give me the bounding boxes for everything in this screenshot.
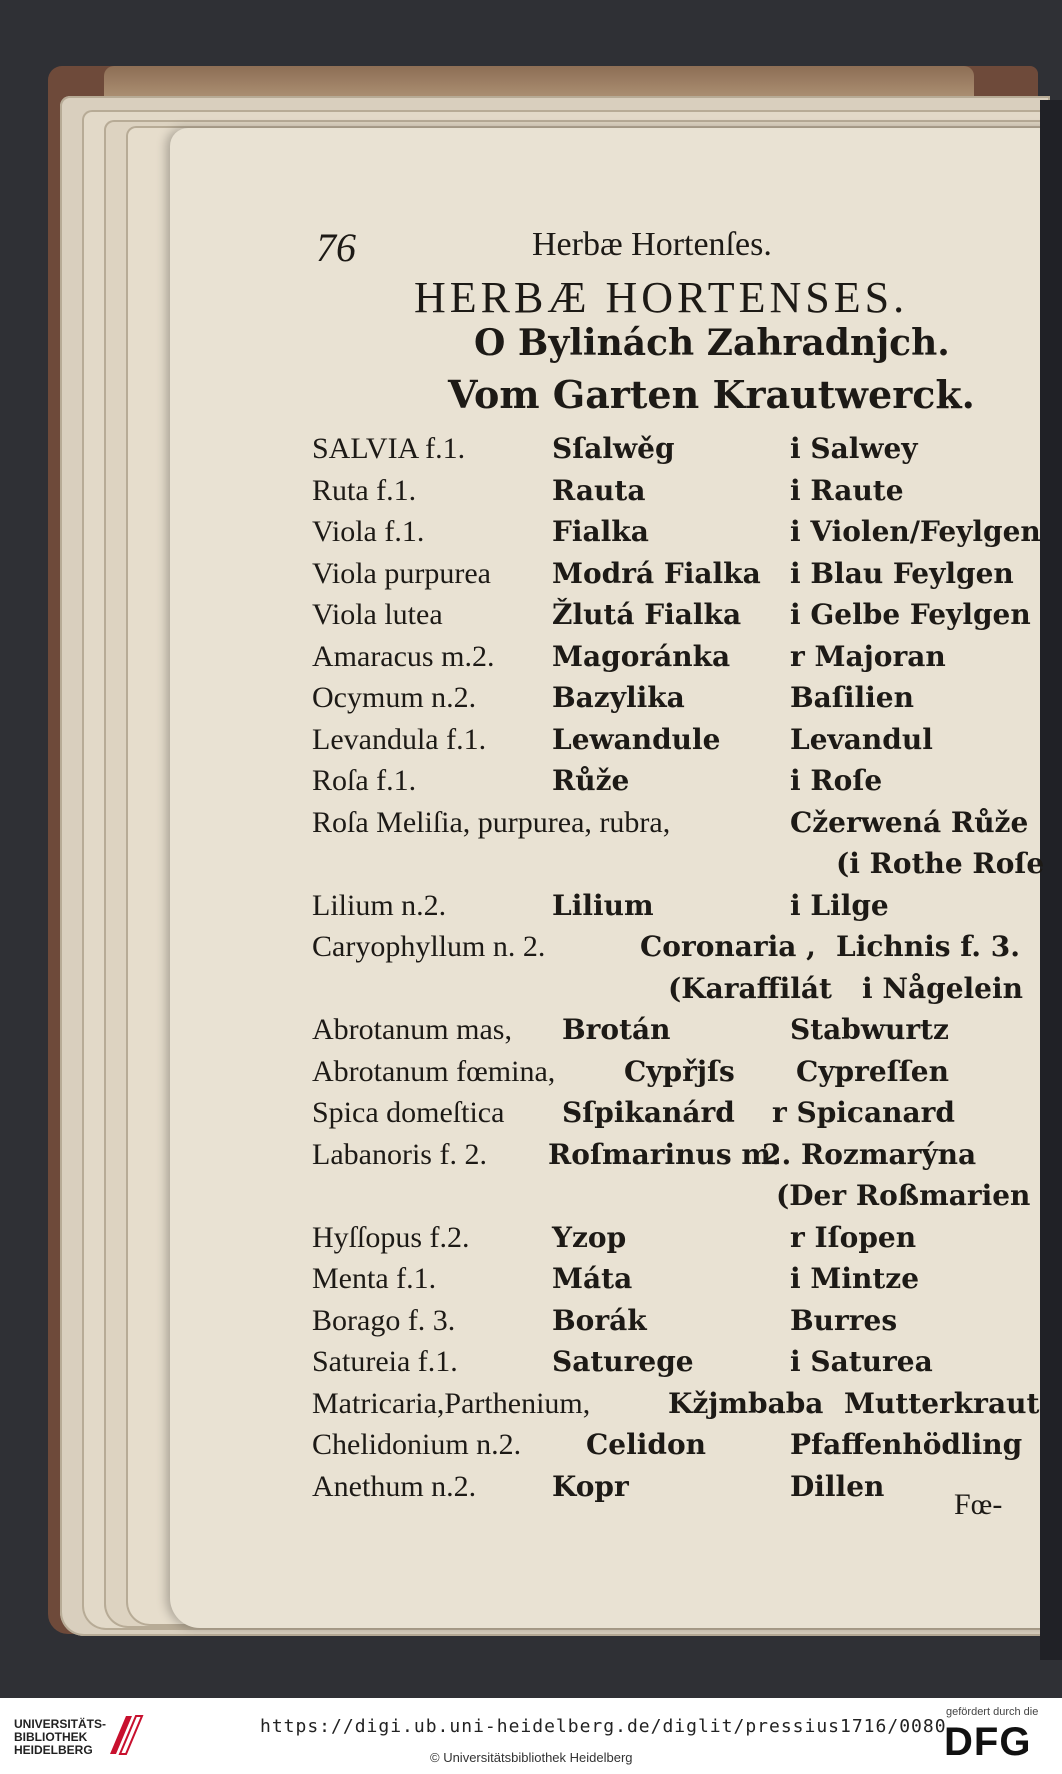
library-name: UNIVERSITÄTS- BIBLIOTHEK HEIDELBERG <box>14 1717 107 1757</box>
entry-czech: Rauta <box>552 473 646 507</box>
catchword: Fœ- <box>954 1488 1003 1521</box>
entry-czech: Sſalwěg <box>552 432 675 465</box>
title-german: Vom Garten Krautwerck. <box>448 372 975 417</box>
entry-german: r Majoran <box>790 639 946 673</box>
entry-czech: Borák <box>552 1303 647 1337</box>
copyright-text: © Universitätsbibliothek Heidelberg <box>430 1750 633 1765</box>
funded-by-label: gefördert durch die <box>946 1706 1039 1718</box>
entry-german: i Någelein <box>862 971 1023 1005</box>
entry-czech: Růže <box>552 764 630 797</box>
entry-german: Baſilien <box>790 681 914 714</box>
entry-german: i Saturea <box>790 1345 933 1378</box>
entry-german: i Roſe <box>790 764 883 797</box>
entry-czech: Lewandule <box>552 722 721 756</box>
entry-czech: Kopr <box>552 1469 629 1503</box>
entry-czech: (Karaffilát <box>668 971 832 1005</box>
entry-german: r Spicanard <box>772 1096 955 1129</box>
title-latin: HERBÆ HORTENSES. <box>414 273 909 322</box>
entry-german: Pfaffenhödling <box>790 1428 1023 1461</box>
entry-czech: Modrá Fialka <box>552 556 761 590</box>
entry-latin: Menta f.1. <box>312 1262 437 1295</box>
entry-latin: Lilium n.2. <box>312 888 447 922</box>
entry-latin: Levandula f.1. <box>312 722 487 756</box>
entry-latin: Abrotanum fœmina, <box>312 1054 556 1088</box>
page-number: 76 <box>316 225 356 270</box>
entry-german: Cypreſſen <box>796 1054 949 1088</box>
entry-czech: Cypřjſs <box>624 1054 735 1088</box>
entry-german: 2. Rozmarýna <box>762 1137 977 1171</box>
dfg-logo: DFG <box>944 1720 1032 1764</box>
entry-latin: Caryophyllum n. 2. <box>312 930 546 963</box>
entry-german: i Gelbe Feylgen <box>790 598 1031 631</box>
entry-latin: Abrotanum mas, <box>312 1013 512 1046</box>
entry-german: (Der Roßmarien <box>776 1179 1031 1212</box>
entry-czech: Kžjmbaba <box>668 1386 824 1420</box>
entry-latin: Chelidonium n.2. <box>312 1428 522 1461</box>
entry-german: i Lilge <box>790 888 889 922</box>
entry-german: i Blau Feylgen <box>790 556 1014 590</box>
entry-german: Lichnis f. 3. <box>836 930 1021 963</box>
entry-czech: Žlutá Fialka <box>552 598 742 631</box>
entry-latin: Roſa Meliſia, purpurea, rubra, <box>312 805 671 839</box>
entry-czech: Roſmarinus m. <box>548 1137 781 1171</box>
entry-czech: Bazylika <box>552 681 685 714</box>
entry-czech: Yzop <box>552 1220 627 1254</box>
entry-latin: Amaracus m.2. <box>312 639 495 673</box>
entry-german: i Mintze <box>790 1262 920 1295</box>
entry-german: Dillen <box>790 1469 885 1503</box>
entry-latin: Matricaria,Parthenium, <box>312 1386 591 1420</box>
entry-czech: Sſpikanárd <box>562 1096 735 1129</box>
entry-latin: Borago f. 3. <box>312 1303 456 1337</box>
entry-german: i Violen/Feylgen <box>790 515 1041 548</box>
permalink-url[interactable]: https://digi.ub.uni-heidelberg.de/diglit/pressius1716/0080 <box>260 1716 947 1737</box>
entry-latin: Spica domeſtica <box>312 1096 505 1129</box>
entry-czech: Coronaria , <box>640 930 816 963</box>
entry-czech: Celidon <box>586 1428 706 1461</box>
page-shadow <box>1040 100 1062 1660</box>
entry-czech: Fialka <box>552 515 649 548</box>
entry-german: Burres <box>790 1303 898 1337</box>
entry-german: Cžerwená Růže <box>790 805 1029 839</box>
entry-latin: Roſa f.1. <box>312 764 417 797</box>
entry-latin: Viola purpurea <box>312 556 491 590</box>
running-head: Herbæ Hortenſes. <box>532 226 772 263</box>
entry-latin: Ocymum n.2. <box>312 681 477 714</box>
entry-german: Stabwurtz <box>790 1013 949 1046</box>
library-logo-icon <box>106 1710 146 1760</box>
entry-czech: Lilium <box>552 888 654 922</box>
entry-latin: Ruta f.1. <box>312 473 417 507</box>
entry-latin: Viola f.1. <box>312 515 425 548</box>
entry-latin: Labanoris f. 2. <box>312 1137 487 1171</box>
entry-czech: Magoránka <box>552 639 731 673</box>
entry-czech: Brotán <box>562 1013 671 1046</box>
entry-german: r Iſopen <box>790 1220 917 1254</box>
title-czech: O Bylinách Zahradnjch. <box>474 322 950 364</box>
entry-latin: SALVIA f.1. <box>312 432 466 465</box>
entry-latin: Satureia f.1. <box>312 1345 458 1378</box>
entry-latin: Anethum n.2. <box>312 1469 477 1503</box>
entry-german: Levandul <box>790 722 933 756</box>
entry-german: i Salwey <box>790 432 918 465</box>
entry-latin: Viola lutea <box>312 598 443 631</box>
entry-german: i Raute <box>790 473 904 507</box>
entry-czech: Máta <box>552 1262 633 1295</box>
entry-german: (i Rothe Roſe <box>836 847 1045 880</box>
entry-czech: Saturege <box>552 1345 694 1378</box>
entry-latin: Hyſſopus f.2. <box>312 1220 470 1254</box>
entry-german: Mutterkraut <box>844 1386 1040 1420</box>
